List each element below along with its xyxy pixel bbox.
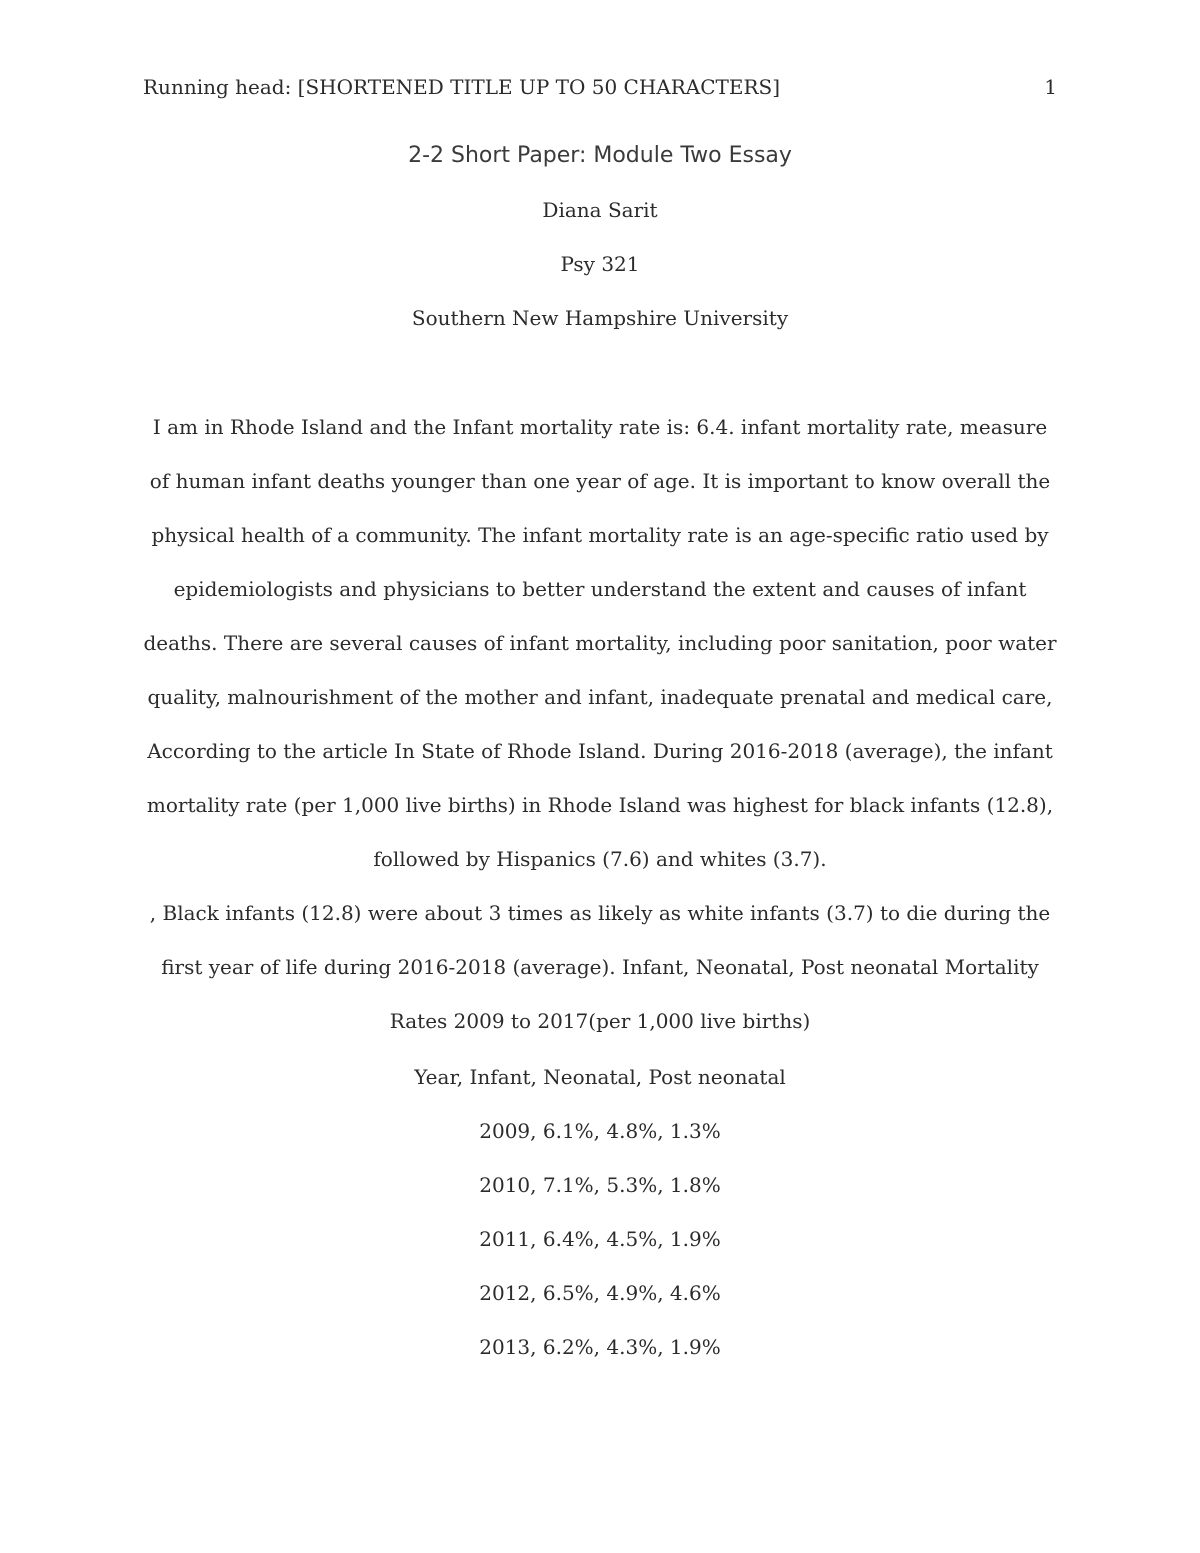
mortality-table xyxy=(0,1050,1200,1374)
course-name: Psy 321 xyxy=(560,252,640,276)
table-row: 2009, 6.1%, 4.8%, 1.3% xyxy=(479,1119,721,1143)
paragraph: , Black infants (12.8) were about 3 times as likely as white infants (3.7) to die during the first year of life during 2016-2018 (average). Infant, Neonatal, Post neonatal Mortality Rates 2009 to 2017(per 1,000 live births) xyxy=(149,901,1051,1033)
paragraph: I am in Rhode Island and the Infant mortality rate is: 6.4. infant mortality rate, measure of human infant deaths younger than one year of age. It is important to know overall the physical health of a community. The infant mortality rate is an age-specific ratio used by epidemiologists and physicians to better understand the extent and causes of infant deaths. There are several causes of infant mortality, including poor sanitation, poor water quality, malnourishment of the mother and infant, inadequate prenatal and medical care, xyxy=(143,415,1057,709)
table-header-line: Year, Infant, Neonatal, Post neonatal xyxy=(414,1065,786,1089)
table-row: 2012, 6.5%, 4.9%, 4.6% xyxy=(479,1281,721,1305)
page-header xyxy=(143,72,1057,102)
institution-name: Southern New Hampshire University xyxy=(411,306,789,330)
essay-body xyxy=(140,400,1060,1048)
table-row: 2011, 6.4%, 4.5%, 1.9% xyxy=(479,1227,721,1251)
running-head: Running head: [SHORTENED TITLE UP TO 50 CHARACTERS] xyxy=(143,75,781,99)
paragraph: According to the article In State of Rhode Island. During 2016-2018 (average), the infant mortality rate (per 1,000 live births) in Rhode Island was highest for black infants (12.8), followed by Hispanics (7.6) and whites (3.7). xyxy=(146,739,1054,871)
page-number: 1 xyxy=(1044,75,1057,99)
table-row: 2010, 7.1%, 5.3%, 1.8% xyxy=(479,1173,721,1197)
table-row: 2013, 6.2%, 4.3%, 1.9% xyxy=(479,1335,721,1359)
author-name: Diana Sarit xyxy=(542,198,658,222)
paper-title: 2-2 Short Paper: Module Two Essay xyxy=(408,143,792,168)
